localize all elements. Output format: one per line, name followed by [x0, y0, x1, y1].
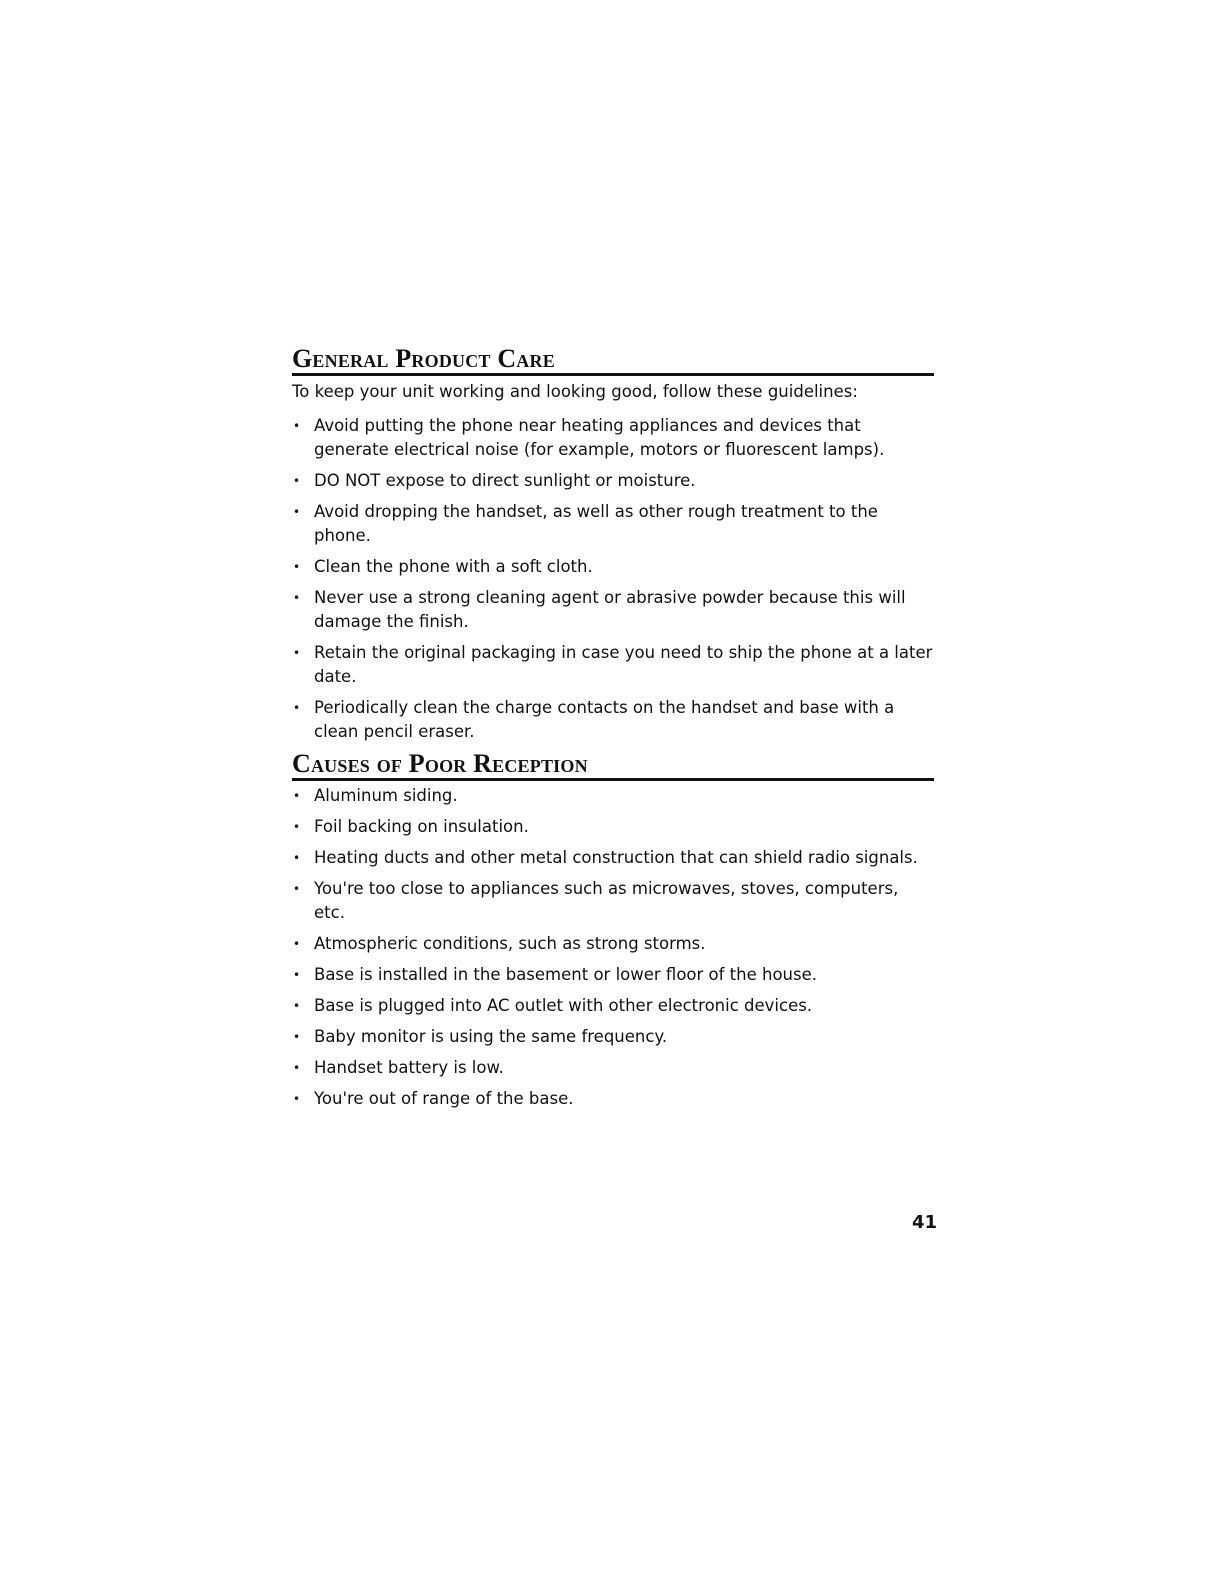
list-item: • Base is installed in the basement or lower floor of the house.: [292, 963, 934, 987]
care-guidelines-list: [292, 414, 934, 744]
bullet-icon: •: [293, 1061, 301, 1075]
bullet-icon: •: [293, 701, 301, 715]
list-item: • DO NOT expose to direct sunlight or moisture.: [292, 469, 934, 493]
bullet-icon: •: [293, 789, 301, 803]
bullet-icon: •: [293, 646, 301, 660]
list-item: • Retain the original packaging in case you need to ship the phone at a later date.: [293, 643, 933, 686]
bullet-icon: •: [293, 968, 301, 982]
section-intro: To keep your unit working and looking good, follow these guidelines:: [292, 382, 858, 401]
list-item: • You're out of range of the base.: [292, 1087, 934, 1111]
bullet-icon: •: [293, 882, 301, 896]
list-item: • Heating ducts and other metal construction that can shield radio signals.: [292, 846, 934, 870]
bullet-icon: •: [293, 505, 301, 519]
section-title: Causes of Poor Reception: [292, 751, 934, 781]
list-item: • Foil backing on insulation.: [292, 815, 934, 839]
bullet-icon: •: [293, 560, 301, 574]
section-title: General Product Care: [292, 346, 934, 376]
section-general-product-care: [292, 346, 934, 744]
list-item: • You're too close to appliances such as microwaves, stoves, computers, etc.: [293, 879, 899, 922]
list-item: • Base is plugged into AC outlet with other electronic devices.: [292, 994, 934, 1018]
list-item: • Atmospheric conditions, such as strong storms.: [292, 932, 934, 956]
bullet-icon: •: [293, 999, 301, 1013]
bullet-icon: •: [293, 937, 301, 951]
list-item: • Baby monitor is using the same frequency.: [292, 1025, 934, 1049]
bullet-icon: •: [293, 1030, 301, 1044]
list-item: • Clean the phone with a soft cloth.: [292, 555, 934, 579]
list-item: • Never use a strong cleaning agent or abrasive powder because this will damage the finish.: [293, 588, 906, 631]
bullet-icon: •: [293, 591, 301, 605]
bullet-icon: •: [293, 851, 301, 865]
reception-causes-list: [292, 784, 934, 1111]
bullet-icon: •: [293, 474, 301, 488]
list-item: • Avoid putting the phone near heating appliances and devices that generate electrical noise (for example, motors or fluorescent lamps).: [293, 416, 885, 459]
section-causes-of-poor-reception: [292, 751, 934, 1111]
bullet-icon: •: [293, 820, 301, 834]
list-item: • Handset battery is low.: [292, 1056, 934, 1080]
list-item: • Avoid dropping the handset, as well as other rough treatment to the phone.: [293, 502, 878, 545]
list-item: • Periodically clean the charge contacts on the handset and base with a clean pencil eraser.: [293, 698, 895, 741]
list-item: • Aluminum siding.: [292, 784, 934, 808]
page-number: 41: [912, 1212, 938, 1233]
bullet-icon: •: [293, 419, 301, 433]
manual-page: [292, 346, 934, 1118]
bullet-icon: •: [293, 1092, 301, 1106]
